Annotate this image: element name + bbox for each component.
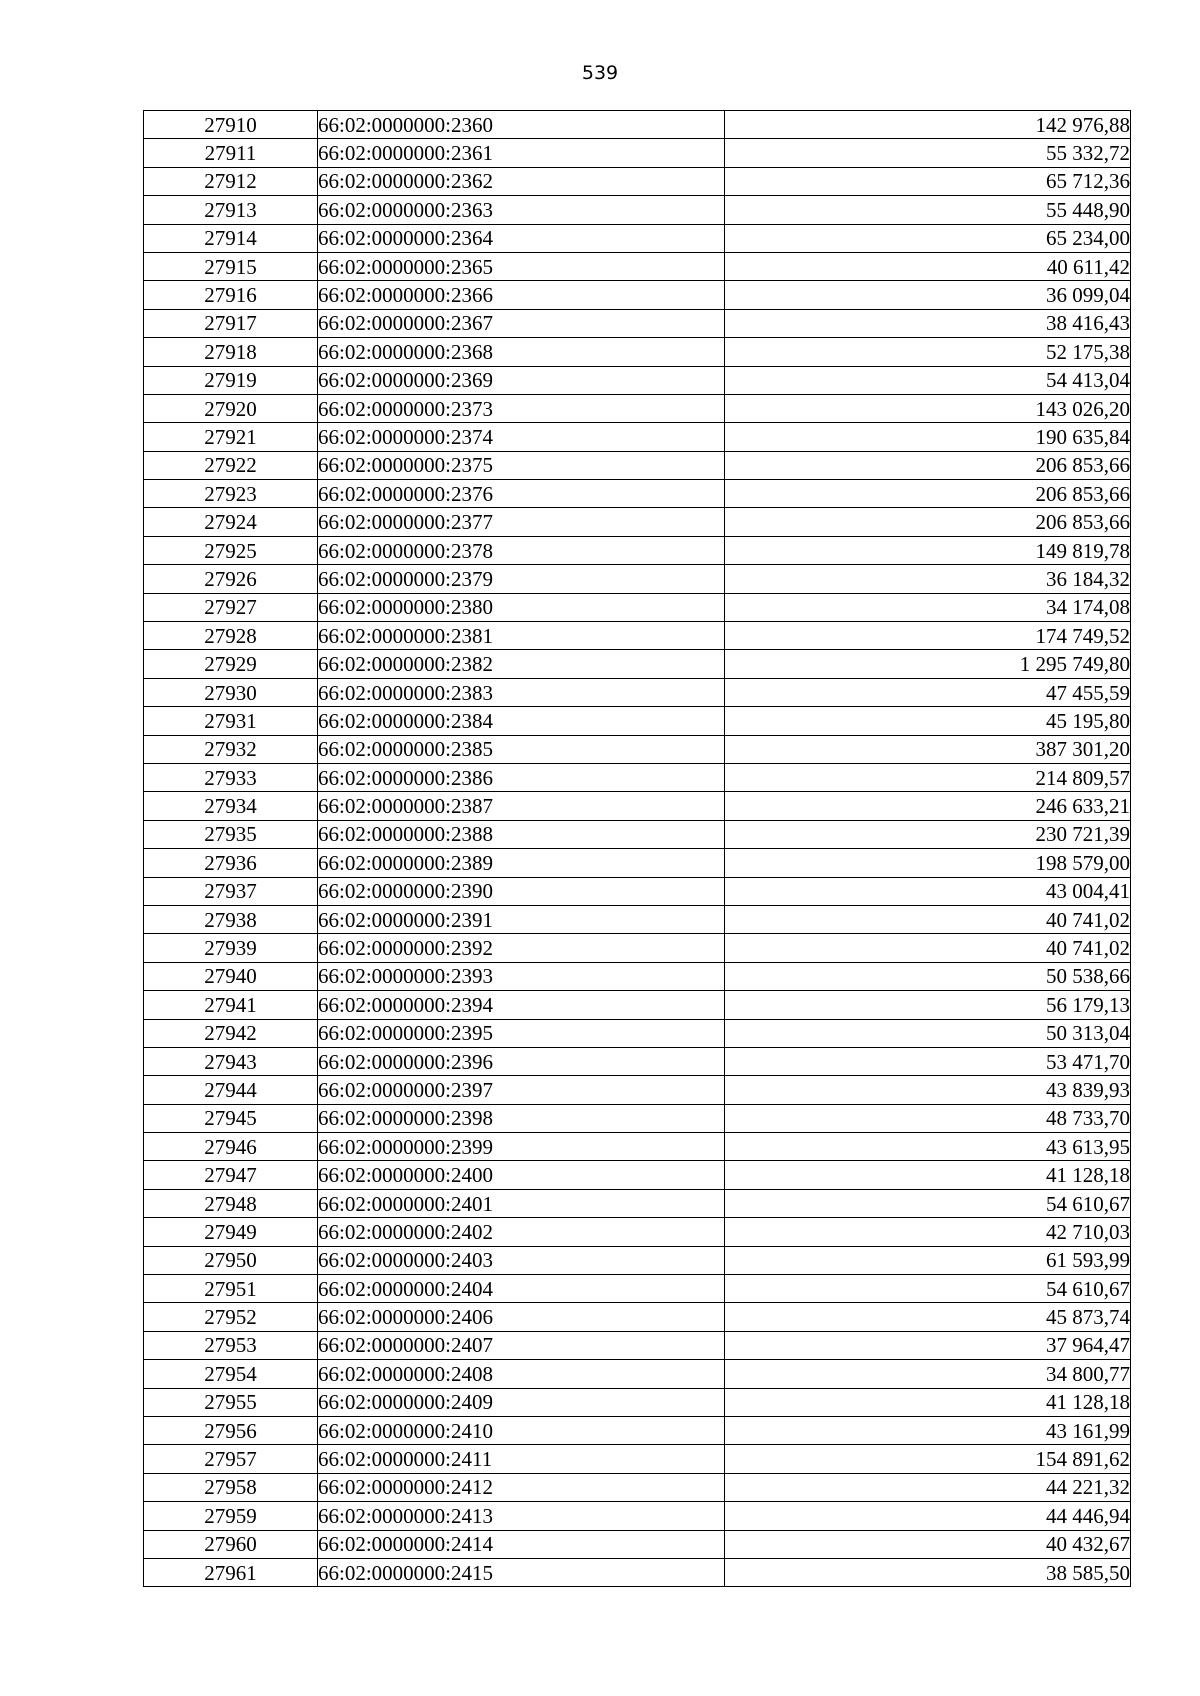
cadastral-number-cell: 66:02:0000000:2403 [318,1246,725,1274]
cadastral-value-cell: 40 611,42 [725,252,1131,280]
cadastral-number-cell: 66:02:0000000:2398 [318,1104,725,1132]
row-number-cell: 27926 [144,565,318,593]
cadastral-number-cell: 66:02:0000000:2396 [318,1047,725,1075]
row-number-cell: 27925 [144,536,318,564]
row-number-cell: 27954 [144,1360,318,1388]
cadastral-number-cell: 66:02:0000000:2402 [318,1218,725,1246]
cadastral-number-cell: 66:02:0000000:2394 [318,991,725,1019]
cadastral-number-cell: 66:02:0000000:2384 [318,707,725,735]
cadastral-value-cell: 65 712,36 [725,167,1131,195]
row-number-cell: 27922 [144,451,318,479]
cadastral-number-cell: 66:02:0000000:2380 [318,593,725,621]
table-row [144,366,1131,394]
cadastral-value-cell: 206 853,66 [725,451,1131,479]
cadastral-number-cell: 66:02:0000000:2388 [318,820,725,848]
cadastral-number-cell: 66:02:0000000:2362 [318,167,725,195]
cadastral-number-cell: 66:02:0000000:2363 [318,196,725,224]
table-row [144,1246,1131,1274]
cadastral-number-cell: 66:02:0000000:2379 [318,565,725,593]
table-row [144,252,1131,280]
cadastral-value-cell: 1 295 749,80 [725,650,1131,678]
cadastral-value-cell: 154 891,62 [725,1445,1131,1473]
cadastral-value-cell: 214 809,57 [725,763,1131,791]
cadastral-number-cell: 66:02:0000000:2378 [318,536,725,564]
cadastral-value-cell: 40 741,02 [725,905,1131,933]
table-row [144,650,1131,678]
table-row [144,139,1131,167]
cadastral-value-cell: 61 593,99 [725,1246,1131,1274]
row-number-cell: 27921 [144,423,318,451]
cadastral-value-cell: 45 195,80 [725,707,1131,735]
cadastral-number-cell: 66:02:0000000:2399 [318,1133,725,1161]
cadastral-number-cell: 66:02:0000000:2360 [318,111,725,139]
row-number-cell: 27941 [144,991,318,1019]
row-number-cell: 27956 [144,1416,318,1444]
cadastral-value-cell: 142 976,88 [725,111,1131,139]
cadastral-number-cell: 66:02:0000000:2413 [318,1502,725,1530]
cadastral-number-cell: 66:02:0000000:2377 [318,508,725,536]
row-number-cell: 27914 [144,224,318,252]
table-row [144,593,1131,621]
cadastral-value-cell: 34 800,77 [725,1360,1131,1388]
cadastral-value-cell: 50 538,66 [725,962,1131,990]
table-row [144,423,1131,451]
cadastral-value-cell: 43 839,93 [725,1076,1131,1104]
cadastral-number-cell: 66:02:0000000:2409 [318,1388,725,1416]
row-number-cell: 27943 [144,1047,318,1075]
cadastral-value-cell: 41 128,18 [725,1388,1131,1416]
cadastral-number-cell: 66:02:0000000:2412 [318,1473,725,1501]
row-number-cell: 27944 [144,1076,318,1104]
table-row [144,792,1131,820]
table-row [144,1275,1131,1303]
table-row [144,1388,1131,1416]
cadastral-value-cell: 36 184,32 [725,565,1131,593]
cadastral-number-cell: 66:02:0000000:2410 [318,1416,725,1444]
row-number-cell: 27953 [144,1331,318,1359]
row-number-cell: 27958 [144,1473,318,1501]
row-number-cell: 27936 [144,849,318,877]
row-number-cell: 27932 [144,735,318,763]
cadastral-number-cell: 66:02:0000000:2390 [318,877,725,905]
table-row [144,1161,1131,1189]
cadastral-number-cell: 66:02:0000000:2369 [318,366,725,394]
cadastral-number-cell: 66:02:0000000:2411 [318,1445,725,1473]
cadastral-value-cell: 174 749,52 [725,622,1131,650]
row-number-cell: 27919 [144,366,318,394]
row-number-cell: 27933 [144,763,318,791]
cadastral-value-cell: 52 175,38 [725,338,1131,366]
cadastral-value-cell: 149 819,78 [725,536,1131,564]
table-row [144,338,1131,366]
cadastral-number-cell: 66:02:0000000:2385 [318,735,725,763]
cadastral-value-cell: 42 710,03 [725,1218,1131,1246]
table-row [144,1331,1131,1359]
cadastral-number-cell: 66:02:0000000:2387 [318,792,725,820]
cadastral-number-cell: 66:02:0000000:2382 [318,650,725,678]
table-row [144,394,1131,422]
cadastral-number-cell: 66:02:0000000:2404 [318,1275,725,1303]
table-row [144,849,1131,877]
table-row [144,1218,1131,1246]
table-row [144,1104,1131,1132]
cadastral-value-table [143,110,1131,1587]
table-row [144,1360,1131,1388]
table-row [144,111,1131,139]
row-number-cell: 27911 [144,139,318,167]
row-number-cell: 27915 [144,252,318,280]
cadastral-number-cell: 66:02:0000000:2391 [318,905,725,933]
row-number-cell: 27949 [144,1218,318,1246]
row-number-cell: 27912 [144,167,318,195]
table-row [144,1189,1131,1217]
row-number-cell: 27916 [144,281,318,309]
cadastral-number-cell: 66:02:0000000:2381 [318,622,725,650]
row-number-cell: 27959 [144,1502,318,1530]
row-number-cell: 27947 [144,1161,318,1189]
row-number-cell: 27940 [144,962,318,990]
row-number-cell: 27913 [144,196,318,224]
cadastral-number-cell: 66:02:0000000:2364 [318,224,725,252]
cadastral-number-cell: 66:02:0000000:2397 [318,1076,725,1104]
table-row [144,877,1131,905]
cadastral-number-cell: 66:02:0000000:2376 [318,480,725,508]
row-number-cell: 27937 [144,877,318,905]
table-row [144,1473,1131,1501]
cadastral-number-cell: 66:02:0000000:2361 [318,139,725,167]
table-body [144,111,1131,1587]
row-number-cell: 27929 [144,650,318,678]
cadastral-value-cell: 246 633,21 [725,792,1131,820]
cadastral-number-cell: 66:02:0000000:2374 [318,423,725,451]
table-row [144,1502,1131,1530]
row-number-cell: 27939 [144,934,318,962]
cadastral-value-cell: 198 579,00 [725,849,1131,877]
table-row [144,820,1131,848]
page-number: 539 [581,62,619,84]
row-number-cell: 27951 [144,1275,318,1303]
cadastral-value-cell: 55 448,90 [725,196,1131,224]
cadastral-value-cell: 40 432,67 [725,1530,1131,1558]
row-number-cell: 27920 [144,394,318,422]
cadastral-value-cell: 45 873,74 [725,1303,1131,1331]
table-row [144,167,1131,195]
row-number-cell: 27930 [144,678,318,706]
table-row [144,735,1131,763]
cadastral-value-cell: 387 301,20 [725,735,1131,763]
cadastral-value-cell: 55 332,72 [725,139,1131,167]
table-row [144,1416,1131,1444]
row-number-cell: 27948 [144,1189,318,1217]
row-number-cell: 27938 [144,905,318,933]
cadastral-value-cell: 43 004,41 [725,877,1131,905]
cadastral-value-cell: 65 234,00 [725,224,1131,252]
row-number-cell: 27946 [144,1133,318,1161]
cadastral-value-cell: 54 610,67 [725,1275,1131,1303]
cadastral-value-cell: 34 174,08 [725,593,1131,621]
row-number-cell: 27942 [144,1019,318,1047]
table-row [144,678,1131,706]
row-number-cell: 27910 [144,111,318,139]
table-row [144,1445,1131,1473]
row-number-cell: 27934 [144,792,318,820]
table-row [144,309,1131,337]
cadastral-number-cell: 66:02:0000000:2386 [318,763,725,791]
table-row [144,536,1131,564]
cadastral-value-cell: 43 613,95 [725,1133,1131,1161]
row-number-cell: 27917 [144,309,318,337]
table-row [144,565,1131,593]
cadastral-value-cell: 36 099,04 [725,281,1131,309]
cadastral-value-cell: 37 964,47 [725,1331,1131,1359]
table-row [144,934,1131,962]
row-number-cell: 27924 [144,508,318,536]
row-number-cell: 27945 [144,1104,318,1132]
table-row [144,451,1131,479]
cadastral-number-cell: 66:02:0000000:2401 [318,1189,725,1217]
table-row [144,224,1131,252]
cadastral-number-cell: 66:02:0000000:2395 [318,1019,725,1047]
table-row [144,1530,1131,1558]
cadastral-value-cell: 48 733,70 [725,1104,1131,1132]
table-row [144,991,1131,1019]
cadastral-number-cell: 66:02:0000000:2375 [318,451,725,479]
cadastral-number-cell: 66:02:0000000:2368 [318,338,725,366]
cadastral-number-cell: 66:02:0000000:2407 [318,1331,725,1359]
cadastral-value-cell: 44 221,32 [725,1473,1131,1501]
row-number-cell: 27918 [144,338,318,366]
cadastral-value-cell: 54 610,67 [725,1189,1131,1217]
table-row [144,707,1131,735]
row-number-cell: 27957 [144,1445,318,1473]
row-number-cell: 27952 [144,1303,318,1331]
cadastral-number-cell: 66:02:0000000:2392 [318,934,725,962]
cadastral-number-cell: 66:02:0000000:2400 [318,1161,725,1189]
cadastral-value-cell: 41 128,18 [725,1161,1131,1189]
table-row [144,1047,1131,1075]
cadastral-value-cell: 143 026,20 [725,394,1131,422]
cadastral-value-cell: 47 455,59 [725,678,1131,706]
row-number-cell: 27927 [144,593,318,621]
cadastral-number-cell: 66:02:0000000:2406 [318,1303,725,1331]
table-row [144,1303,1131,1331]
cadastral-value-cell: 50 313,04 [725,1019,1131,1047]
table-row [144,281,1131,309]
table-row [144,1076,1131,1104]
cadastral-number-cell: 66:02:0000000:2365 [318,252,725,280]
cadastral-value-cell: 206 853,66 [725,480,1131,508]
cadastral-number-cell: 66:02:0000000:2373 [318,394,725,422]
table-row [144,480,1131,508]
table-row [144,1019,1131,1047]
cadastral-number-cell: 66:02:0000000:2408 [318,1360,725,1388]
table-row [144,196,1131,224]
row-number-cell: 27955 [144,1388,318,1416]
row-number-cell: 27928 [144,622,318,650]
table-row [144,962,1131,990]
cadastral-value-cell: 38 585,50 [725,1558,1131,1586]
table-row [144,1133,1131,1161]
table-row [144,508,1131,536]
cadastral-value-cell: 44 446,94 [725,1502,1131,1530]
cadastral-number-cell: 66:02:0000000:2415 [318,1558,725,1586]
cadastral-value-cell: 40 741,02 [725,934,1131,962]
cadastral-value-cell: 230 721,39 [725,820,1131,848]
cadastral-number-cell: 66:02:0000000:2366 [318,281,725,309]
cadastral-value-cell: 38 416,43 [725,309,1131,337]
table-row [144,763,1131,791]
table-row [144,905,1131,933]
cadastral-value-cell: 56 179,13 [725,991,1131,1019]
row-number-cell: 27960 [144,1530,318,1558]
cadastral-value-cell: 206 853,66 [725,508,1131,536]
table-row [144,1558,1131,1586]
row-number-cell: 27931 [144,707,318,735]
cadastral-value-cell: 53 471,70 [725,1047,1131,1075]
cadastral-number-cell: 66:02:0000000:2393 [318,962,725,990]
cadastral-value-cell: 54 413,04 [725,366,1131,394]
row-number-cell: 27961 [144,1558,318,1586]
row-number-cell: 27923 [144,480,318,508]
cadastral-number-cell: 66:02:0000000:2367 [318,309,725,337]
cadastral-value-cell: 43 161,99 [725,1416,1131,1444]
table-row [144,622,1131,650]
cadastral-number-cell: 66:02:0000000:2389 [318,849,725,877]
row-number-cell: 27935 [144,820,318,848]
cadastral-number-cell: 66:02:0000000:2383 [318,678,725,706]
row-number-cell: 27950 [144,1246,318,1274]
cadastral-number-cell: 66:02:0000000:2414 [318,1530,725,1558]
cadastral-value-cell: 190 635,84 [725,423,1131,451]
